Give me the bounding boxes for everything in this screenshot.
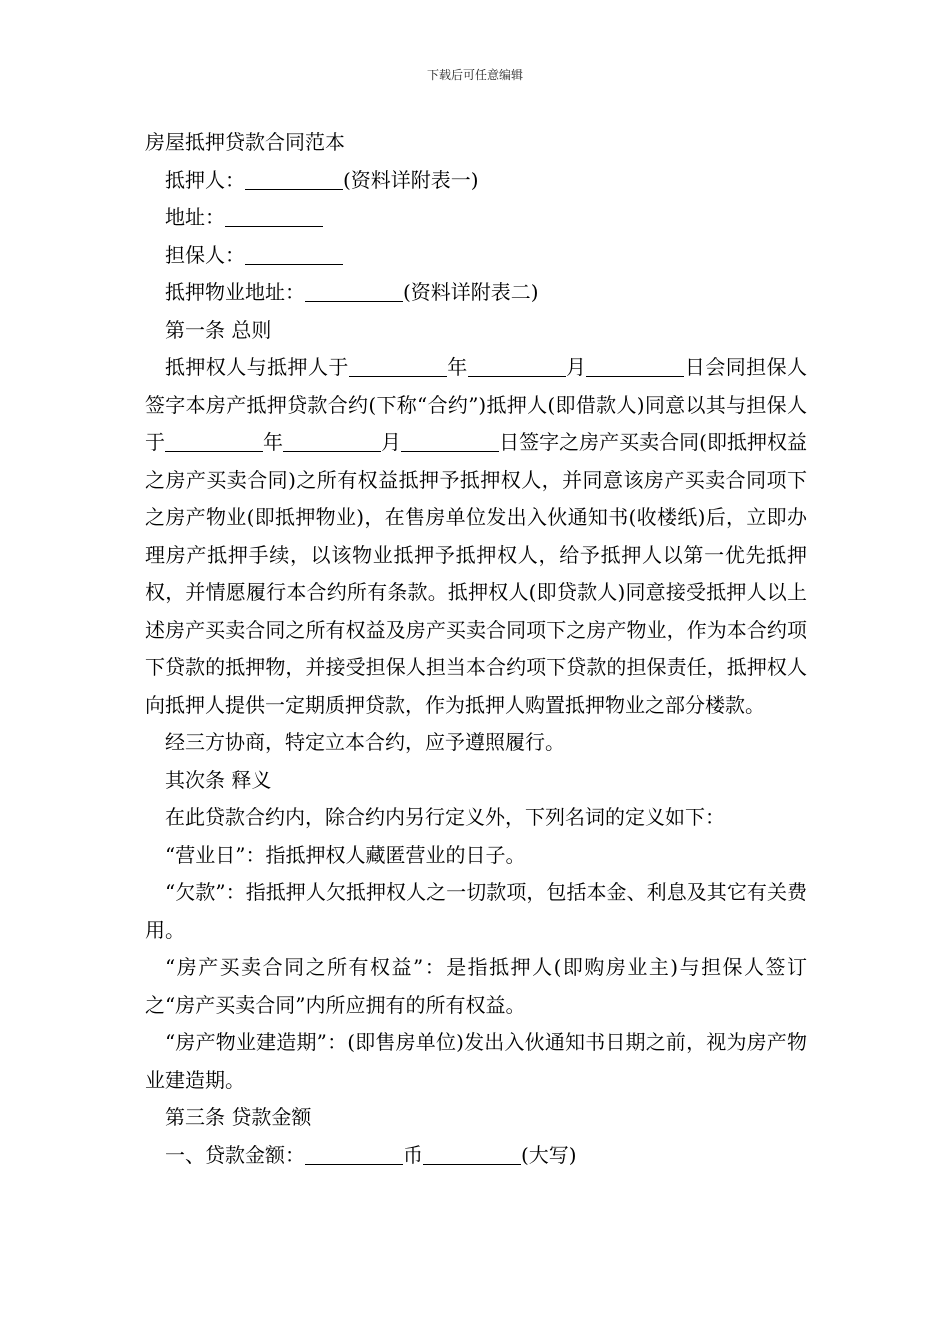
article-3-title: 第三条 贷款金额 [165,1105,312,1129]
definition-debt: “欠款”：指抵押人欠抵押权人之一切款项，包括本金、利息及其它有关费用。 [145,880,807,942]
month-blank-1 [468,352,566,377]
definition-construction-period: “房产物业建造期”：(即售房单位)发出入伙通知书日期之前，视为房产物业建造期。 [145,1030,807,1092]
loan-amount-blank [305,1140,403,1165]
art1-text-c: 日签字之房产买卖合同(即抵押权益之房产买卖合同)之所有权益抵押予抵押权人，并同意该房产买卖合同项下之房产物业(即抵押物业)，在售房单位发出入伙通知书(收楼纸)后，立即办理房产抵押手续，以该物业抵押予抵押权人，给予抵押人以第一优先抵押权，并情愿履行本合约所有条款。抵押权人(即贷款人)同意接受抵押人以上述房产买卖合同之所有权益及房产买卖合同项下之房产物业，作为本合约项下贷款的抵押物，并接受担保人担当本合约项下贷款的担保责任，抵押权人向抵押人提供一定期质押贷款，作为抵押人购置抵押物业之部分楼款。 [145,430,808,717]
page-header: 下载后可任意编辑 [426,68,523,82]
loan-amount-note: (大写) [521,1142,577,1167]
article-1-title: 第一条 总则 [165,317,272,342]
property-note: (资料详附表二) [403,280,539,304]
document-title: 房屋抵押贷款合同范本 [145,130,345,154]
loan-amount-label: 一、贷款金额： [165,1142,305,1167]
loan-amount-words-blank [423,1140,521,1165]
guarantor-label: 担保人： [165,242,245,267]
mortgagor-blank [245,165,343,190]
mortgagor-label: 抵押人： [165,167,245,192]
definition-business-day: “营业日”：指抵押权人藏匿营业的日子。 [165,842,526,867]
year-label-2: 年 [263,430,284,454]
property-line [145,274,807,312]
property-label: 抵押物业地址： [165,280,305,304]
mortgagor-note: (资料详附表一) [343,167,479,192]
document-body [145,124,807,1174]
year-label-1: 年 [446,355,468,379]
address-blank [225,202,323,227]
guarantor-blank [245,240,343,265]
loan-amount-line [145,1137,807,1175]
address-label: 地址： [165,205,225,229]
month-label-1: 月 [565,355,587,379]
article-1-paragraph-1 [145,349,807,724]
art1-text-a: 抵押权人与抵押人于 [165,355,349,379]
art1-text-b: 日会同担保人签字本房产抵押贷款合约(下称“合约”)抵押人(即借款人)同意以其与担保人于 [145,355,808,454]
article-2-title: 其次条 释义 [165,767,272,792]
mortgagor-line [145,162,807,200]
day-blank-1 [586,352,684,377]
article-1-paragraph-2: 经三方协商，特定立本合约，应予遵照履行。 [165,730,565,754]
guarantor-line [145,237,807,275]
address-line [145,199,807,237]
article-2-intro: 在此贷款合约内，除合约内另行定义外，下列名词的定义如下： [165,805,725,829]
month-blank-2 [283,427,381,452]
year-blank-2 [165,427,263,452]
currency-label: 币 [403,1142,423,1167]
definition-contract-rights: “房产买卖合同之所有权益”：是指抵押人(即购房业主)与担保人签订之“房产买卖合同”内所应拥有的所有权益。 [145,955,807,1017]
month-label-2: 月 [381,430,402,454]
day-blank-2 [401,427,499,452]
year-blank-1 [349,352,447,377]
property-blank [305,277,403,302]
